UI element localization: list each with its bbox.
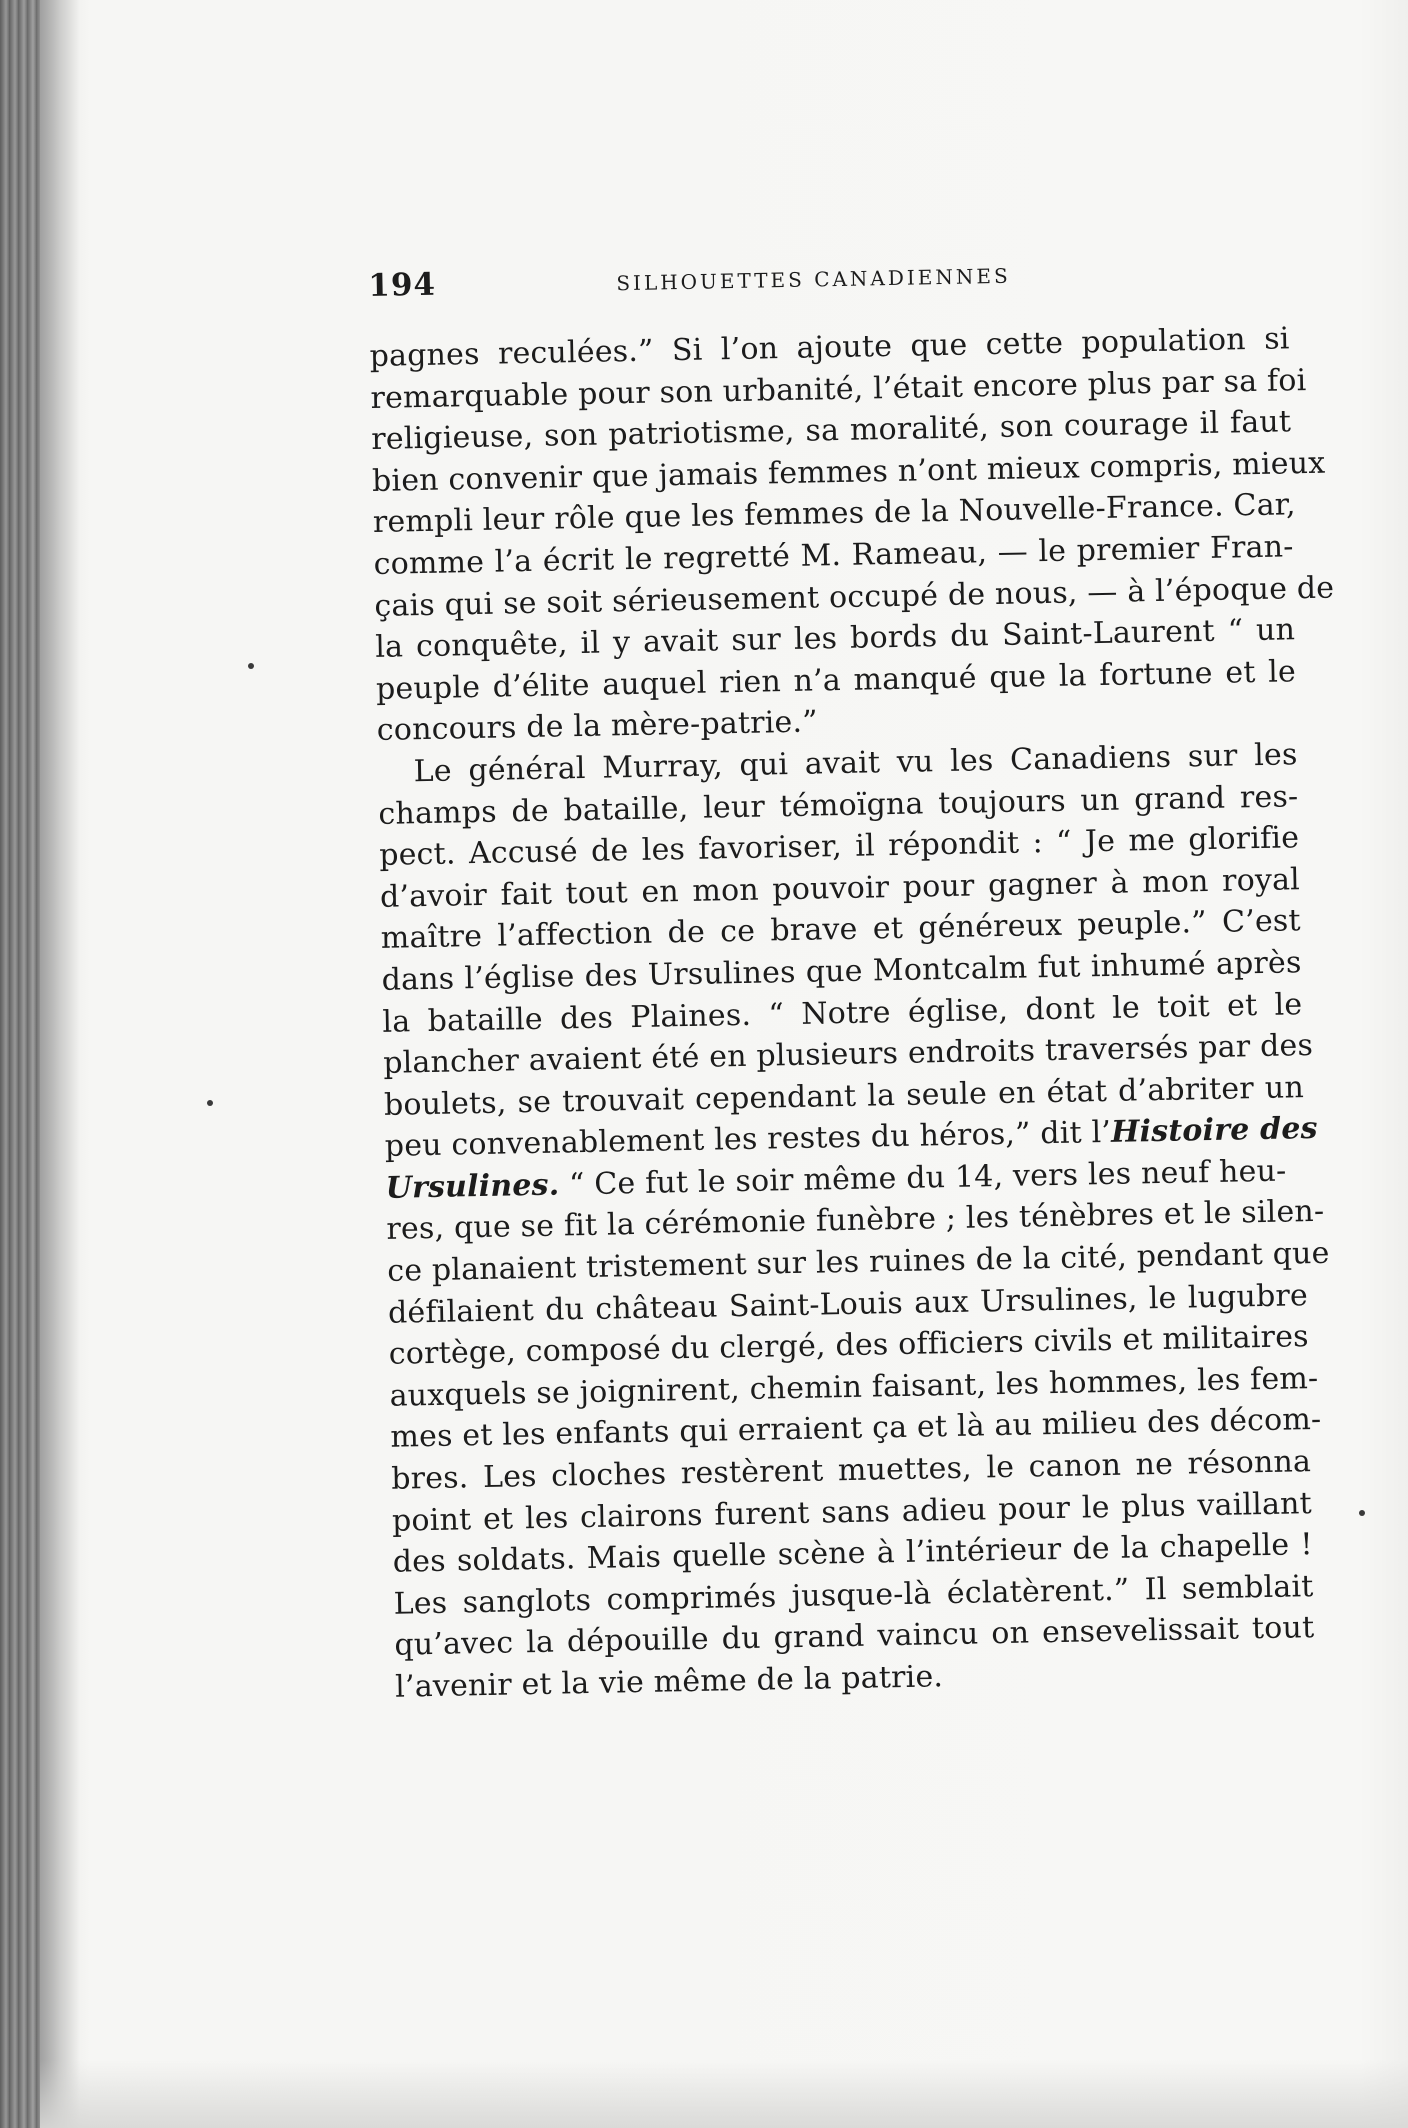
book-spine-shadow <box>0 0 40 2128</box>
text-line: pagnes reculées.” Si l’on ajoute que cette population si <box>369 321 1290 374</box>
text-line: res, que se fit la cérémonie funèbre ; les ténèbres et le silen- <box>386 1194 1325 1248</box>
text-line: ce planaient tristement sur les ruines de la cité, pendant que <box>386 1235 1330 1289</box>
text-line: défilaient du château Saint-Louis aux Ursulines, le lugubre <box>387 1277 1309 1331</box>
paper-speck <box>207 1100 213 1106</box>
text-line: dans l’église des Ursulines que Montcalm fut inhumé après <box>381 945 1302 998</box>
text-line: bres. Les cloches restèrent muettes, le canon ne résonna <box>390 1444 1312 1497</box>
text-line: la bataille des Plaines. “ Notre église, dont le toit et le <box>382 986 1303 1040</box>
text-line: remarquable pour son urbanité, l’était encore plus par sa foi <box>370 362 1307 416</box>
text-segment: “ Ce fut le soir même du 14, vers les neuf heu- <box>559 1153 1287 1203</box>
page-text <box>368 250 1335 1708</box>
italic-title: Ursulines. <box>385 1167 560 1206</box>
text-line: pect. Accusé de les favoriser, il répondit : “ Je me glorifie <box>378 820 1300 874</box>
text-line: rempli leur rôle que les femmes de la Nouvelle-France. Car, <box>372 487 1297 541</box>
text-line: concours de la mère-patrie.” <box>376 704 819 749</box>
italic-title: Histoire des <box>1110 1111 1318 1151</box>
running-title: SILHOUETTES CANADIENNES <box>616 263 1011 296</box>
text-line: l’avenir et la vie même de la patrie. <box>394 1659 944 1705</box>
text-line: des soldats. Mais quelle scène à l’intérieur de la chapelle ! <box>392 1527 1314 1580</box>
page-number: 194 <box>368 266 437 304</box>
text-line: qu’avec la dépouille du grand vaincu on ensevelissait tout <box>394 1610 1315 1664</box>
text-line: mes et les enfants qui erraient ça et là au milieu des décom- <box>390 1402 1322 1456</box>
paper-speck <box>248 663 254 669</box>
text-line: comme l’a écrit le regretté M. Rameau, — le premier Fran- <box>373 529 1294 582</box>
text-line: boulets, se trouvait cependant la seule en état d’abriter un <box>383 1069 1305 1123</box>
gutter-shadow <box>40 0 80 2128</box>
text-line: auxquels se joignirent, chemin faisant, les hommes, les fem- <box>389 1360 1319 1414</box>
text-line: champs de bataille, leur témoïgna toujours un grand res- <box>378 778 1299 832</box>
text-line: plancher avaient été en plusieurs endroits traversés par des <box>382 1028 1314 1081</box>
paper-speck <box>1359 1510 1365 1516</box>
text-line: point et les clairons furent sans adieu pour le plus vaillant <box>391 1485 1313 1539</box>
text-line: Les sanglots comprimés jusque-là éclatèrent.” Il semblait <box>393 1568 1314 1622</box>
text-line: Le général Murray, qui avait vu les Canadiens sur les <box>413 737 1298 790</box>
text-segment: peu convenablement les restes du héros,” dit l’ <box>384 1115 1112 1165</box>
text-line: religieuse, son patriotisme, sa moralité, son courage il faut <box>370 404 1292 458</box>
text-line: bien convenir que jamais femmes n’ont mieux compris, mieux <box>371 445 1326 499</box>
text-line: la conquête, il y avait sur les bords du Saint-Laurent “ un <box>374 612 1296 666</box>
page-bottom-edge <box>40 2060 1408 2128</box>
text-line: maître l’affection de ce brave et généreux peuple.” C’est <box>380 903 1302 957</box>
text-line: cortège, composé du clergé, des officiers civils et militaires <box>388 1319 1310 1373</box>
text-line: çais qui se soit sérieusement occupé de nous, — à l’époque de <box>374 570 1335 624</box>
text-line: d’avoir fait tout en mon pouvoir pour gagner à mon royal <box>379 861 1301 915</box>
text-line: peuple d’élite auquel rien n’a manqué que la fortune et le <box>375 654 1297 707</box>
